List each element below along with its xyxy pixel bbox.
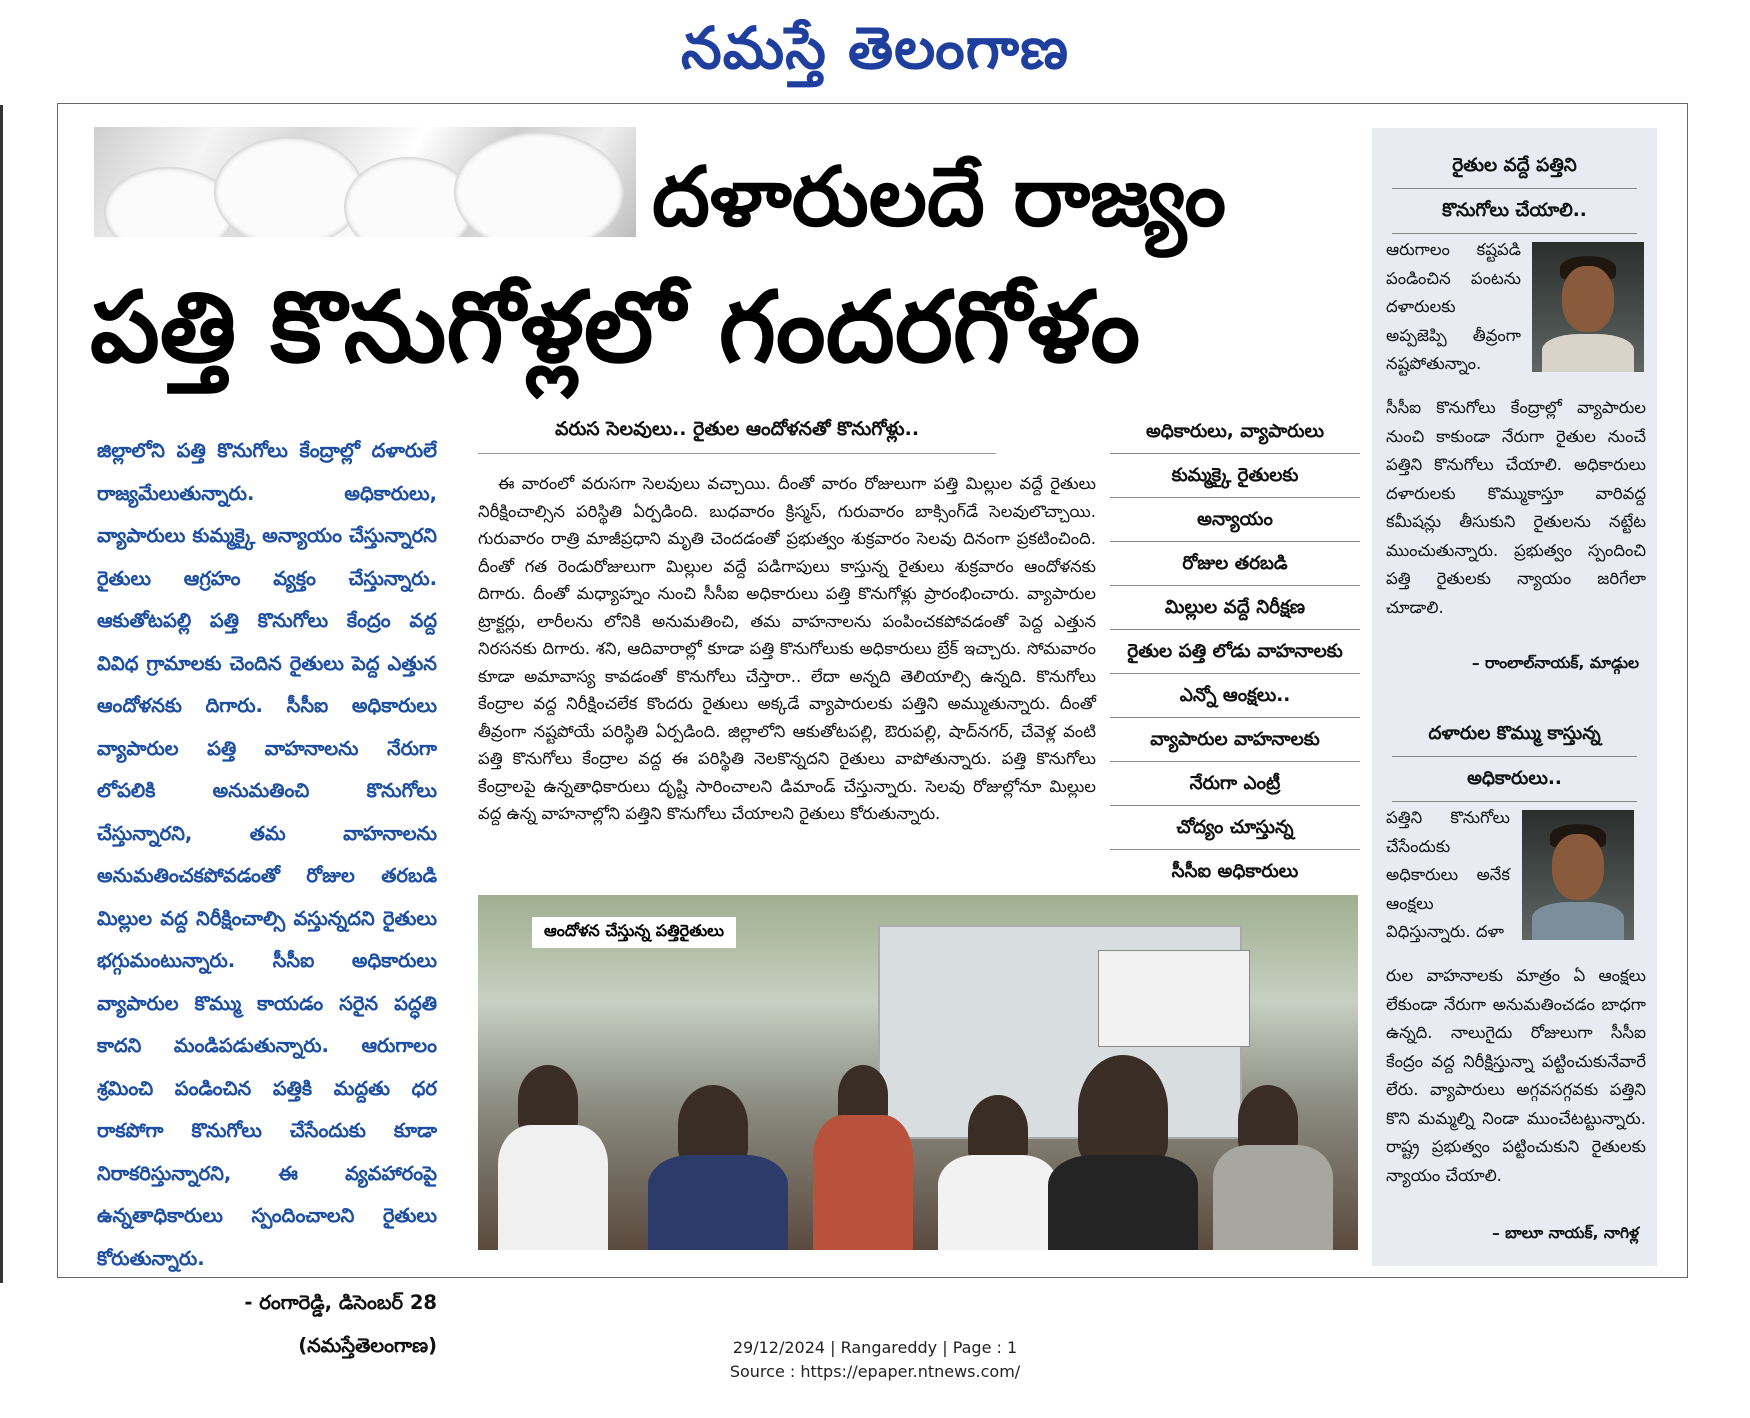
sidebar-box2-heading-line2: అధికారులు.. — [1467, 768, 1562, 789]
sidebar-box1-heading-line2: కొనుగోలు చేయాలి.. — [1442, 200, 1587, 221]
notice-board — [1098, 950, 1250, 1047]
sub-headline: వరుస సెలవులు.. రైతుల ఆందోళనతో కొనుగోళ్లు.. — [478, 418, 996, 454]
masthead-logo: నమస్తే తెలంగాణ — [681, 14, 1069, 82]
footer-source-line: Source : https://epaper.ntnews.com/ — [729, 1362, 1021, 1381]
pull-quote-line: అన్యాయం — [1110, 498, 1360, 542]
pull-quote-line: ఎన్నో ఆంక్షలు.. — [1110, 674, 1360, 718]
credit: (నమస్తేతెలంగాణ) — [298, 1333, 437, 1357]
lead-paragraph: జిల్లాలోని పత్తి కొనుగోలు కేంద్రాల్లో దళారులే రాజ్యమేలుతున్నారు. అధికారులు, వ్యాపారులు కుమ్మక్కై అన్యాయం చేస్తున్నారని రైతులు ఆగ్రహం వ్యక్తం చేస్తున్నారు. ఆకుతోటపల్లి పత్తి కొనుగోలు కేంద్రం వద్ద వివిధ గ్రామాలకు చెందిన రైతులు పెద్ద ఎత్తున ఆందోళనకు దిగారు. సీసీఐ అధికారులు వ్యాపారుల పత్తి వాహనాలను నేరుగా లోపలికి అనుమతించి కొనుగోలు చేస్తున్నారని, తమ వాహనాలను అనుమతించకపోవడంతో రోజుల తరబడి మిల్లుల వద్ద నిరీక్షించాల్సి వస్తున్నదని రైతులు భగ్గుమంటున్నారు. సీసీఐ అధికారులు వ్యాపారుల కొమ్ము కాయడం సరైన పద్ధతి కాదని మండిపడుతున్నారు. ఆరుగాలం శ్రమించి పండించిన పత్తికి మద్దతు ధర రాకపోగా కొనుగోలు చేసేందుకు కూడా నిరాకరిస్తున్నారని, ఈ వ్యవహారంపై ఉన్నతాధికారులు స్పందించాలని రైతులు కోరుతున్నారు. — [97, 439, 437, 1270]
headline-line-2: పత్తి కొనుగోళ్లలో గందరగోళం — [90, 271, 1141, 385]
lead-column — [97, 430, 437, 1367]
sidebar-box2-text: రుల వాహనాలకు మాత్రం ఏ ఆంక్షలు లేకుండా నేరుగా అనుమతించడం బాధగా ఉన్నది. నాలుగైదు రోజులుగా సీసీఐ కేంద్రం వద్ద నిరీక్షిస్తున్నా పట్టించుకునేవారే లేరు. వ్యాపారులు అగ్గవసగ్గవకు పత్తిని కొని మమ్మల్ని నిండా ముంచేటట్టున్నారు. రాష్ట్ర ప్రభుత్వం పట్టించుకుని రైతులకు న్యాయం చేయాలి. — [1386, 966, 1646, 1185]
sidebar-box1-text-top: ఆరుగాలం కష్టపడి పండించిన పంటను దళారులకు అప్పజెప్పి తీవ్రంగా నష్టపోతున్నాం. — [1386, 240, 1521, 373]
pull-quote-line: నేరుగా ఎంట్రీ — [1110, 762, 1360, 806]
sidebar-box1-heading — [1372, 144, 1657, 234]
sidebar-box1-signature: – రాంలాల్‌నాయక్, మాడ్గుల — [1471, 654, 1639, 672]
pull-quote-column — [1110, 410, 1360, 893]
sidebar-box2-heading-line1: దళారుల కొమ్ము కాస్తున్న — [1428, 723, 1601, 744]
pull-quote-line: వ్యాపారుల వాహనాలకు — [1110, 718, 1360, 762]
pull-quote-line: అధికారులు, వ్యాపారులు — [1110, 410, 1360, 454]
footer-date-line: 29/12/2024 | Rangareddy | Page : 1 — [732, 1338, 1018, 1357]
pull-quote-line: చోద్యం చూస్తున్న — [1110, 806, 1360, 850]
left-margin-rule — [0, 105, 3, 1283]
dateline: - రంగారెడ్డి, డిసెంబర్ 28 — [244, 1291, 437, 1314]
pull-quote-line: రోజుల తరబడి — [1110, 542, 1360, 586]
sidebar-box2-heading — [1372, 712, 1657, 802]
portrait-photo-2 — [1522, 810, 1634, 940]
pull-quote-line: సీసీఐ అధికారులు — [1171, 861, 1299, 882]
cotton-photo — [94, 127, 636, 237]
pull-quote-line: మిల్లుల వద్దే నిరీక్షణ — [1110, 586, 1360, 630]
sidebar-box1-text: సీసీఐ కొనుగోలు కేంద్రాల్లో వ్యాపారుల నుంచి కాకుండా నేరుగా రైతుల నుంచే పత్తిని కొనుగోలు చేయాలి. అధికారులు దళారులకు కొమ్ముకాస్తూ వారివద్ద కమీషన్లు తీసుకుని రైతులను నట్టేట ముంచుతున్నారు. ప్రభుత్వం స్పందించి పత్తి రైతులకు న్యాయం జరిగేలా చూడాలి. — [1386, 398, 1646, 617]
sidebar — [1372, 128, 1657, 1266]
portrait-photo-1 — [1532, 242, 1644, 372]
body-paragraph: ఈ వారంలో వరుసగా సెలవులు వచ్చాయి. దీంతో వారం రోజులుగా పత్తి మిల్లుల వద్దే రైతులు నిరీక్షించాల్సిన పరిస్థితి ఏర్పడింది. బుధవారం క్రిస్మస్, గురువారం బాక్సింగ్‌డే సెలవులొచ్చాయి. గురువారం రాత్రి మాజీప్రధాని మృతి చెందడంతో ప్రభుత్వం శుక్రవారం సెలవు దినంగా ప్రకటించింది. దీంతో గత రెండురోజులుగా మిల్లుల వద్దే పడిగాపులు కాస్తున్న రైతులు శుక్రవారం ఆందోళనకు దిగారు. దీంతో మధ్యాహ్నం నుంచి సీసీఐ అధికారులు పత్తి కొనుగోళ్లు ప్రారంభించారు. వ్యాపారుల ట్రాక్టర్లు, లారీలను లోనికి అనుమతించి, తమ వాహనాలను పంపించకపోవడంతో పెద్ద ఎత్తున నిరసనకు దిగారు. శని, ఆదివారాల్లో కూడా పత్తి కొనుగోలుకు అధికారులు బ్రేక్ ఇచ్చారు. సోమవారం కూడా అమావాస్య కావడంతో కొనుగోలు చేస్తారా.. లేదా అన్నది తెలియాల్సి ఉన్నది. కొనుగోలు కేంద్రాల వద్ద నిరీక్షించలేక కొందరు రైతులు అక్కడే వ్యాపారులకు పత్తిని అమ్ముతున్నారు. దీంతో తీవ్రంగా నష్టపోయే పరిస్థితి ఏర్పడింది. జిల్లాలోని ఆకుతోటపల్లి, ఔరుపల్లి, షాద్‌నగర్, చేవెళ్ల వంటి పత్తి కొనుగోలు కేంద్రాల వద్ద ఈ పరిస్థితి నెలకొన్నదని రైతులు వాపోతున్నారు. పత్తి కొనుగోలు కేంద్రాలపై ఉన్నతాధికారులు దృష్టి సారించాలని డిమాండ్ చేస్తున్నారు. సెలవు రోజుల్లోనూ మిల్లుల వద్ద ఉన్న వాహనాల్లోని పత్తిని కొనుగోలు చేయాలని రైతులు కోరుతున్నారు. — [478, 474, 1096, 823]
sidebar-box2-signature: – బాలూ నాయక్, నాగిళ్ల — [1491, 1224, 1639, 1242]
body-column — [478, 470, 1096, 828]
sidebar-box2-text-top: పత్తిని కొనుగోలు చేసేందుకు అధికారులు అనేక ఆంక్షలు విధిస్తున్నారు. దళా — [1386, 808, 1510, 941]
pull-quote-line: కుమ్మక్కై రైతులకు — [1110, 454, 1360, 498]
photo-caption: ఆందోళన చేస్తున్న పత్తిరైతులు — [532, 917, 736, 948]
headline-line-1: దళారులదే రాజ్యం — [652, 150, 1227, 245]
pull-quote-line: రైతుల పత్తి లోడు వాహనాలకు — [1110, 630, 1360, 674]
sidebar-box1-heading-line1: రైతుల వద్దే పత్తిని — [1452, 155, 1577, 176]
protest-photo — [478, 895, 1358, 1250]
